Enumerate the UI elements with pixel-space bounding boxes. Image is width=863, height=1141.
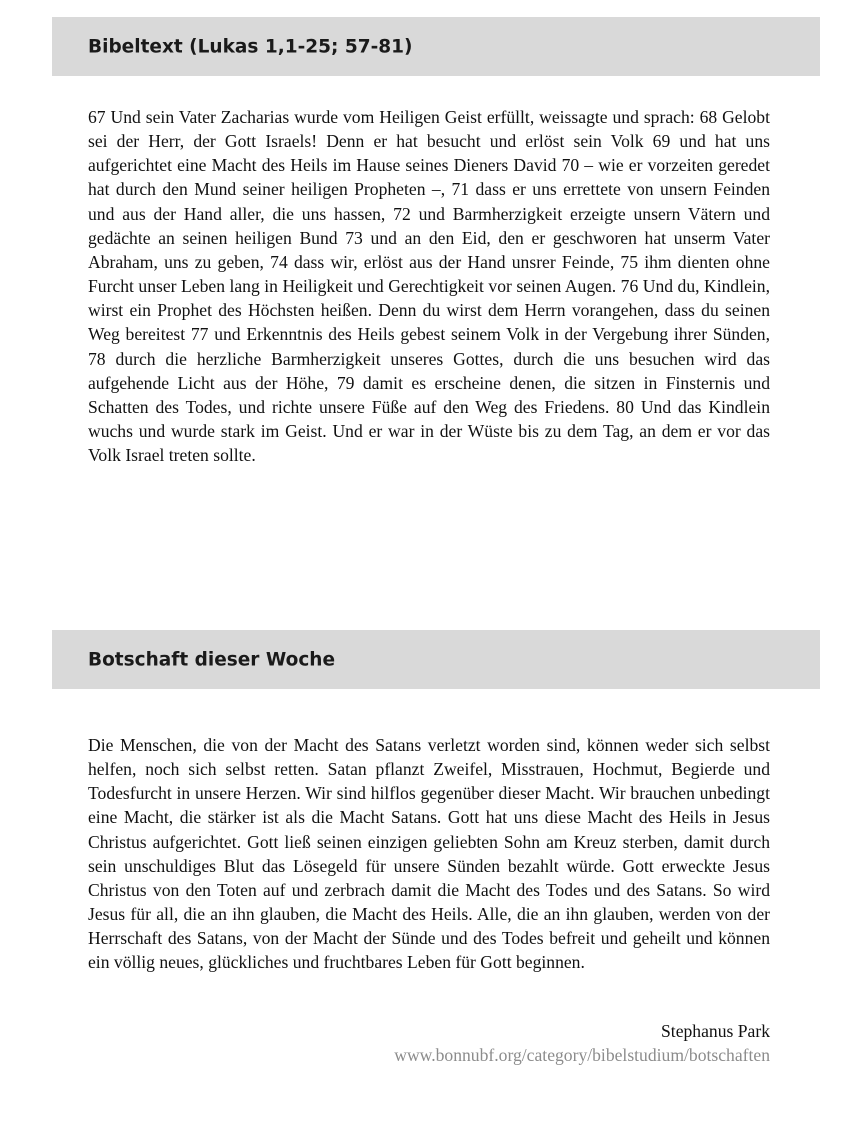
weekly-message-heading: Botschaft dieser Woche xyxy=(88,649,336,670)
author-signature: Stephanus Park xyxy=(661,1021,770,1041)
source-link[interactable]: www.bonnubf.org/category/bibelstudium/botschaften xyxy=(394,1045,770,1065)
weekly-message-header xyxy=(52,630,820,689)
bible-text-body: 67 Und sein Vater Zacharias wurde vom Heiligen Geist erfüllt, weissagte und sprach: 68 Gelobt sei der Herr, der Gott Israels! Denn er hat besucht und erlöst sein Volk 69 und hat uns aufgerichtet eine Macht des Heils im Hause seines Dieners David 70 – wie er vorzeiten geredet hat durch den Mund seiner heiligen Propheten –, 71 dass er uns errettete von unsern Feinden und aus der Hand aller, die uns hassen, 72 und Barmherzigkeit erzeigte unsern Vätern und gedächte an seinen heiligen Bund 73 und an den Eid, den er geschworen hat unserm Vater Abraham, uns zu geben, 74 dass wir, erlöst aus der Hand unsrer Feinde, 75 ihm dienten ohne Furcht unser Leben lang in Heiligkeit und Gerechtigkeit vor seinen Augen. 76 Und du, Kindlein, wirst ein Prophet des Höchsten heißen. Denn du wirst dem Herrn vorangehen, dass du seinen Weg bereitest 77 und Erkenntnis des Heils gebest seinem Volk in der Vergebung ihrer Sünden, 78 durch die herzliche Barmherzigkeit unseres Gottes, durch die uns besuchen wird das aufgehende Licht aus der Höhe, 79 damit es erscheine denen, die sitzen in Finsternis und Schatten des Todes, und richte unsere Füße auf den Weg des Friedens. 80 Und das Kindlein wuchs und wurde stark im Geist. Und er war in der Wüste bis zu dem Tag, an dem er vor das Volk Israel treten sollte. xyxy=(88,107,770,466)
bible-text-heading: Bibeltext (Lukas 1,1-25; 57-81) xyxy=(88,36,413,57)
weekly-message-body: Die Menschen, die von der Macht des Satans verletzt worden sind, können weder sich selbst helfen, noch sich selbst retten. Satan pflanzt Zweifel, Misstrauen, Hochmut, Begierde und Todesfurcht in unsere Herzen. Wir sind hilflos gegenüber dieser Macht. Wir brauchen unbedingt eine Macht, die stärker ist als die Macht Satans. Gott hat uns diese Macht des Heils in Jesus Christus aufgerichtet. Gott ließ seinen einzigen geliebten Sohn am Kreuz sterben, damit durch sein unschuldiges Blut das Lösegeld für unsere Sünden bezahlt würde. Gott erweckte Jesus Christus von den Toten auf und zerbrach damit die Macht des Todes und des Satans. So wird Jesus für all, die an ihn glauben, die Macht des Heils. Alle, die an ihn glauben, werden von der Herrschaft des Satans, von der Macht der Sünde und des Todes befreit und geheilt und können ein völlig neues, glückliches und fruchtbares Leben für Gott beginnen. xyxy=(88,735,770,973)
bible-text-header xyxy=(52,17,820,76)
